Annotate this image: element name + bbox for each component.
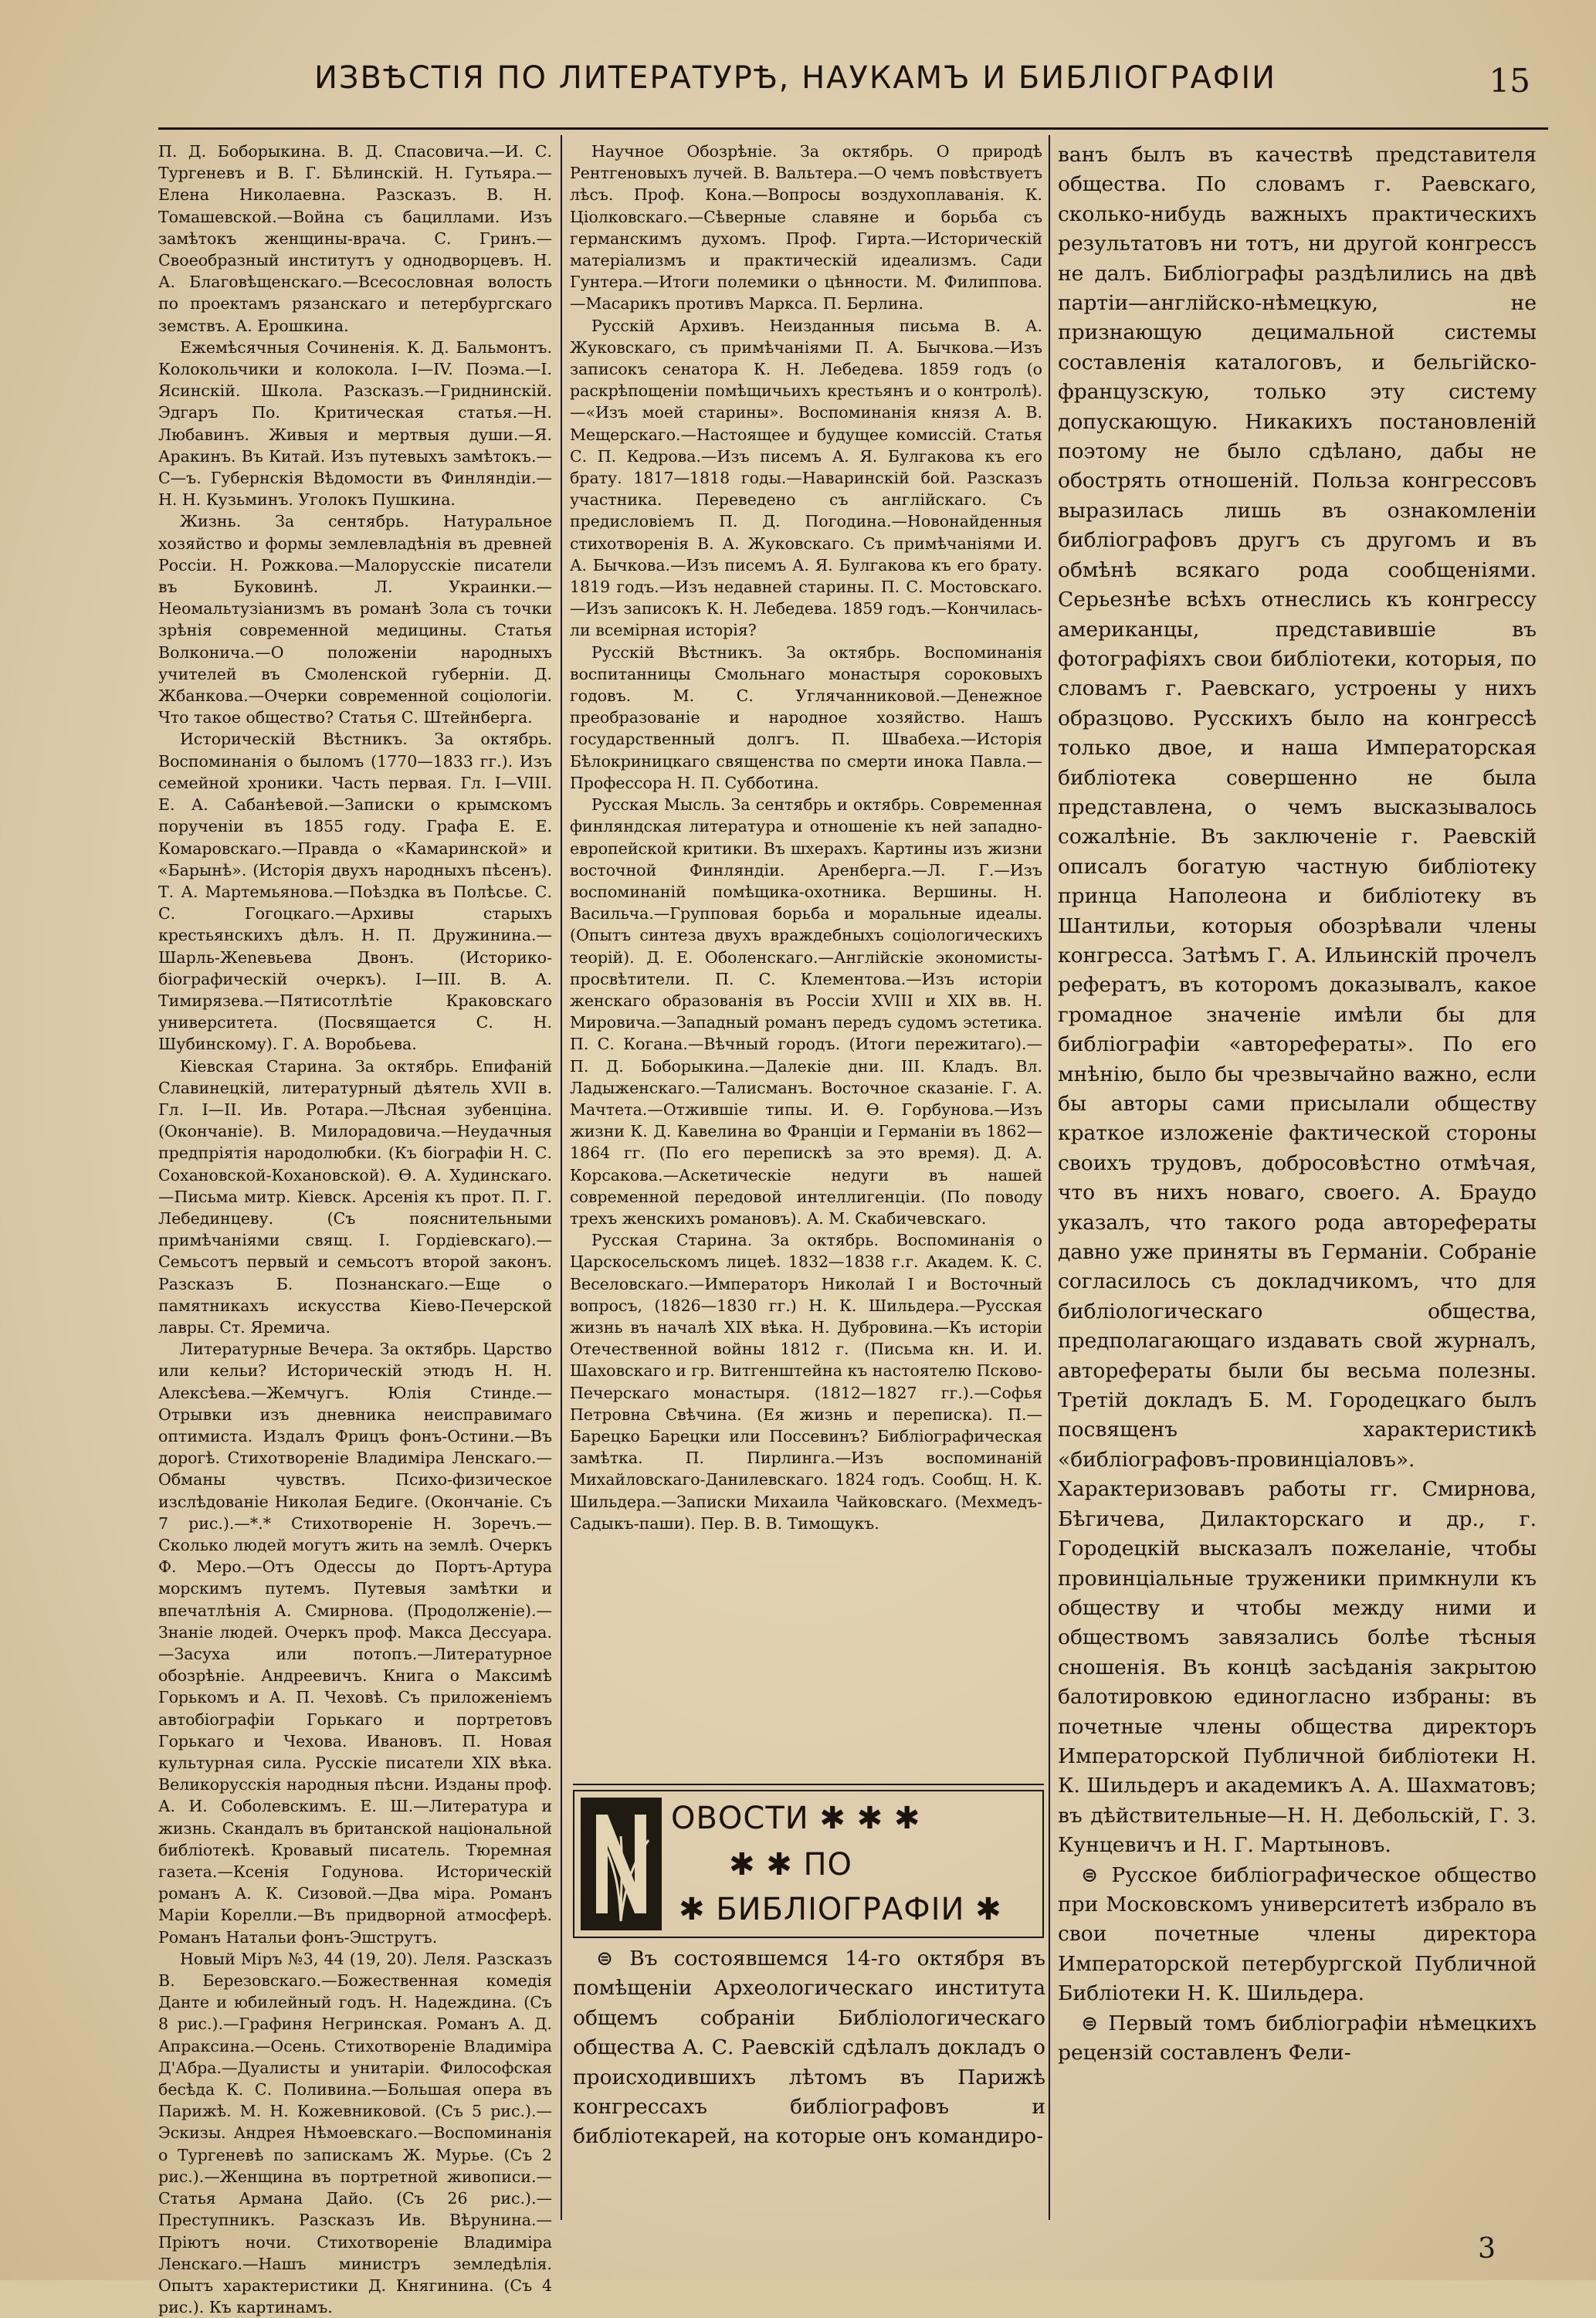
paragraph: Русскій Архивъ. Неизданныя письма В. А. Жуковскаго, съ примѣчаніями П. А. Бычкова.—Изъ записокъ сенатора К. Н. Лебедева. 1859 годъ (о раскрѣпощеніи помѣщичьихъ крестьянъ и о контролѣ).—«Изъ моей старины». Воспоминанія князя А. В. Мещерскаго.—Настоящее и будущее комиссій. Статья С. П. Кедрова.—Изъ писемъ А. Я. Булгакова къ его брату. 1817—1818 годы.—Наваринскій бой. Разсказъ участника. Переведено съ англійскаго. Съ предисловіемъ П. Д. Погодина.—Новонайденныя стихотворенія В. А. Жуковскаго. Съ примѣчаніями И. А. Бычкова.—Изъ писемъ А. Я. Булгакова къ его брату. 1819 годъ.—Изъ недавней старины. П. С. Мостовскаго.—Изъ записокъ К. Н. Лебедева. 1859 годъ.—Кончилась-ли всемірная исторія?	[570, 316, 1042, 640]
paragraph: Литературные Вечера. За октябрь. Царство или кельи? Историческій этюдъ Н. Н. Алексѣева.—Жемчугъ. Юлія Стинде.—Отрывки изъ дневника неисправимаго оптимиста. Издалъ Фрицъ фонъ-Остини.—Въ дорогѣ. Стихотвореніе Владиміра Ленскаго.—Обманы чувствъ. Психо-физическое изслѣдованіе Николая Бедиге. (Окончаніе. Съ 7 рис.).—*.* Стихотвореніе Н. Зоречъ.—Сколько людей могутъ жить на землѣ. Очеркъ Ф. Меро.—Отъ Одессы до Портъ-Артура морскимъ путемъ. Путевыя замѣтки и впечатлѣнія А. Смирнова. (Продолженіе).—Знаніе людей. Очеркъ проф. Макса Дессуара.—Засуха или потопъ.—Литературное обозрѣніе. Андреевичъ. Книга о Максимѣ Горькомъ и А. П. Чеховѣ. Съ приложеніемъ автобіографіи Горькаго и портретовъ Горькаго и Чехова. Ивановъ. П. Новая культурная сила. Русскіе писатели XIX вѣка. Великорусскія народныя пѣсни. Изданы проф. А. И. Соболевскимъ. Е. Ш.—Литература и жизнь. Скандалъ въ британской національной библіотекѣ. Кровавый писатель. Тюремная газета.—Ксенія Годунова. Историческій романъ А. К. Сизовой.—Два міра. Романъ Маріи Корелли.—Въ придворной атмосферѣ. Романъ Натальи фонъ-Эшструтъ.	[158, 1340, 552, 1947]
banner-title-line3: ✱ БИБЛІОГРАФІИ ✱	[679, 1892, 1002, 1927]
paragraph: Жизнь. За сентябрь. Натуральное хозяйство и формы землевладѣнія въ древней Россіи. Н. Рожкова.—Малорусскіе писатели въ Буковинѣ. Л. Украинки.—Неомальтузіанизмъ въ романѣ Зола съ точки зрѣнія современной медицины. Статья Волконича.—О положеніи народныхъ учителей въ Смоленской губерніи. Д. Жбанкова.—Очерки современной соціологіи. Что такое общество? Статья С. Штейнберга.	[158, 512, 552, 727]
running-header: ИЗВѢСТІЯ ПО ЛИТЕРАТУРѢ, НАУКАМЪ И БИБЛІОГРАФІИ	[313, 60, 1277, 96]
section-rule	[573, 1784, 1044, 1785]
paragraph: Русская Мысль. За сентябрь и октябрь. Современная финляндская литература и отношеніе къ ней западно-европейской критики. Въ шхерахъ. Картины изъ жизни восточной Финляндіи. Аренберга.—Л. Г.—Изъ воспоминаній помѣщика-охотника. Вершины. Н. Васильча.—Групповая борьба и моральные идеалы. (Опытъ синтеза двухъ враждебныхъ соціологическихъ теорій). Д. Е. Оболенскаго.—Англійскіе экономисты-просвѣтители. П. С. Клементова.—Изъ исторіи женскаго образованія въ Россіи XVIII и XIX вв. Н. Мировича.—Западный романъ передъ судомъ эстетика. П. С. Когана.—Вѣчный городъ. (Итоги пережитаго).—П. Д. Боборыкина.—Далекіе дни. III. Кладъ. Вл. Ладыженскаго.—Талисманъ. Восточное сказаніе. Г. А. Мачтета.—Отжившіе типы. И. Ѳ. Горбунова.—Изъ жизни К. Д. Кавелина во Франціи и Германіи въ 1862—1864 гг. (По его перепискѣ за это время). Д. А. Корсакова.—Аскетическіе недуги въ нашей современной передовой интеллигенціи. (По поводу трехъ женскихъ романовъ). А. М. Скабичевскаго.	[570, 795, 1042, 1228]
decorative-n-initial-icon	[581, 1798, 662, 1930]
paragraph: Русская Старина. За октябрь. Воспоминанія о Царскосельскомъ лицеѣ. 1832—1838 г.г. Академ. К. С. Веселовскаго.—Императоръ Николай I и Восточный вопросъ, (1826—1830 гг.) Н. К. Шильдера.—Русская жизнь въ началѣ XIX вѣка. Н. Дубровина.—Къ исторіи Отечественной войны 1812 г. (Письма кн. И. И. Шаховскаго и гр. Витгенштейна къ настоятелю Псково-Печерскаго монастыря. (1812—1827 гг.).—Софья Петровна Свѣчина. (Ея жизнь и переписка). П.—Барецко Барецки или Поссевинъ? Библіографическая замѣтка. П. Пирлинга.—Изъ воспоминаній Михайловскаго-Данилевскаго. 1824 годъ. Сообщ. Н. К. Шильдера.—Записки Михаила Чайковскаго. (Мехмедъ-Садыкъ-паши). Пер. В. В. Тимощукъ.	[570, 1231, 1042, 1533]
paragraph: Научное Обозрѣніе. За октябрь. О природѣ Рентгеновыхъ лучей. В. Вальтера.—О чемъ повѣствуетъ лѣсъ. Проф. Кона.—Вопросы воздухоплаванія. К. Ціолковскаго.—Сѣверные славяне и борьба съ германскимъ духомъ. Проф. Гирта.—Историческій матеріализмъ и практическій идеализмъ. Сади Гунтера.—Итоги полемики о цѣнности. М. Филиппова.—Масарикъ противъ Маркса. П. Берлина.	[570, 142, 1042, 313]
banner-title-line2: ✱ ✱ ПО	[729, 1847, 853, 1883]
paragraph: ⊜ Въ состоявшемся 14-го октября въ помѣщеніи Археологическаго института общемъ собраніи Библіологическаго общества А. С. Раевскій сдѣлалъ докладъ о происходившихъ лѣтомъ въ Парижѣ конгрессахъ библіографовъ и библіотекарей, на которые онъ командиро-	[573, 1947, 1045, 2149]
page-number: 15	[1489, 62, 1530, 100]
paragraph: Ежемѣсячныя Сочиненія. К. Д. Бальмонтъ. Колокольчики и колокола. I—IV. Поэма.—I. Ясинскій. Школа. Разсказъ.—Гриднинскій. Эдгаръ По. Критическая статья.—Н. Любавинъ. Живыя и мертвыя души.—Я. Аракинъ. Въ Китай. Изъ путевыхъ замѣтокъ.—С—ъ. Губернскія Вѣдомости въ Финляндіи.—Н. Н. Кузьминъ. Уголокъ Пушкина.	[158, 337, 552, 510]
paragraph: Кіевская Старина. За октябрь. Епифаній Славинецкій, литературный дѣятель XVII в. Гл. I—II. Ив. Ротара.—Лѣсная зубенціна. (Окончаніе). В. Милорадовича.—Неудачныя предпріятія народолюбки. (Къ біографіи Н. С. Сохановской-Кохановской). Ѳ. А. Худинскаго.—Письма митр. Кіевск. Арсенія къ прот. П. Г. Лебединцеву. (Съ пояснительными примѣчаніями свящ. І. Гордіевскаго).—Семьсотъ первый и семьсотъ второй законъ. Разсказъ Б. Познанскаго.—Еще о памятникахъ искусства Кіево-Печерской лавры. Ст. Яремича.	[158, 1056, 552, 1337]
banner-title-line1: ОВОСТИ ✱ ✱ ✱	[671, 1801, 921, 1836]
column-2	[570, 141, 1042, 1534]
paragraph: ⊜ Первый томъ библіографіи нѣмецкихъ рецензій составленъ Фели-	[1058, 2011, 1537, 2065]
column-divider-1	[561, 135, 562, 2220]
news-banner	[573, 1790, 1044, 1938]
paragraph: Русскій Вѣстникъ. За октябрь. Воспоминанія воспитанницы Смольнаго монастыря сороковыхъ годовъ. М. С. Углячанниковой.—Денежное преобразованіе и народное хозяйство. Нашъ государственный долгъ. П. Швабеха.—Исторія Бѣлокриницкаго священства по смерти инока Павла.—Профессора Н. П. Субботина.	[570, 642, 1042, 792]
column-divider-2	[1049, 135, 1050, 2220]
header-rule	[158, 127, 1548, 130]
paragraph: Историческій Вѣстникъ. За октябрь. Воспоминанія о быломъ (1770—1833 гг.). Изъ семейной хроники. Часть первая. Гл. I—VIII. Е. А. Сабанѣевой.—Записки о крымскомъ порученіи въ 1855 году. Графа Е. Е. Комаровскаго.—Правда о «Камаринской» и «Барынѣ». (Исторія двухъ народныхъ пѣсенъ). Т. А. Мартемьянова.—Поѣздка въ Полѣсье. С. С. Гогоцкаго.—Архивы старыхъ крестьянскихъ дѣлъ. Н. П. Дружинина.—Шарль-Жеnевьева Двонъ. (Историко-біографическій очеркъ). I—III. В. А. Тимирязева.—Пятисотлѣтіе Краковскаго университета. (Посвящается С. Н. Шубинскому). Г. А. Воробьева.	[158, 730, 552, 1054]
news-body	[573, 1944, 1045, 2152]
paragraph: Новый Міръ №3, 44 (19, 20). Леля. Разсказъ В. Березовскаго.—Божественная комедія Данте и юбилейный годъ. Н. Надеждина. (Съ 8 рис.).—Графиня Негринская. Романъ А. Д. Апраксина.—Осень. Стихотвореніе Владиміра Д'Абра.—Дуалисты и унитаріи. Философская бесѣда К. С. Поливина.—Большая опера въ Парижѣ. М. Н. Кожевниковой. (Съ 5 рис.).—Эскизы. Андрея Нѣмоевскаго.—Воспоминанія о Тургеневѣ по запискамъ Ж. Мурье. (Съ 2 рис.).—Женщина въ портретной живописи.—Статья Армана Дайо. (Съ 26 рис.).—Преступникъ. Разсказъ Ив. Вѣрунина.—Пріютъ ночи. Стихотвореніе Владиміра Ленскаго.—Нашъ министръ земледѣлія. Опытъ характеристики Д. Княгинина. (Съ 4 рис.). Къ картинамъ.	[158, 1949, 552, 2317]
paragraph: П. Д. Боборыкина. В. Д. Спасовича.—И. С. Тургеневъ и В. Г. Бѣлинскій. Н. Гутьяра.—Елена Николаевна. Разсказъ. В. Н. Томашевской.—Война съ бациллами. Изъ замѣтокъ женщины-врача. С. Гринъ.—Своеобразный институтъ у однодворцевъ. Н. А. Благовѣщенскаго.—Всесословная волость по проектамъ рязанскаго и петербургскаго земствъ. А. Ерошкина.	[158, 142, 552, 335]
paragraph: ванъ былъ въ качествѣ представителя общества. По словамъ г. Раевскаго, сколько-нибудь важныхъ практическихъ результатовъ ни тотъ, ни другой конгрессъ не далъ. Библіографы раздѣлились на двѣ партіи—англійско-нѣмецкую, не признающую децимальной системы составленія каталоговъ, и бельгійско-французскую, только эту систему допускающую. Никакихъ постановленій поэтому не было сдѣлано, дабы не обострять отношеній. Польза конгрессовъ выразилась лишь въ ознакомленіи библіографовъ другъ съ другомъ и въ обмѣнѣ всякаго рода сообщеніями. Серьезнѣе всѣхъ отнеслись къ конгрессу американцы, представившіе въ фотографіяхъ свои библіотеки, которыя, по словамъ г. Раевскаго, устроены у нихъ образцово. Русскихъ было на конгрессѣ только двое, и наша Императорская библіотека совершенно не была представлена, о чемъ высказывалось сожалѣніе. Въ заключеніе г. Раевскій описалъ богатую частную библіотеку принца Наполеона и библіотеку въ Шантильи, которыя обозрѣвали члены конгресса. Затѣмъ Г. А. Ильинскій прочелъ рефератъ, въ которомъ доказывалъ, какое громадное значеніе имѣли бы для библіографіи «автоpефераты». По его мнѣнію, было бы чрезвычайно важно, если бы авторы сами присылали обществу краткое изложеніе фактической стороны своихъ трудовъ, добросовѣстно отмѣчая, что въ нихъ новаго, своего. А. Браудо указалъ, что такого рода автоpефераты давно уже приняты въ Германіи. Собраніе согласилось съ докладчикомъ, что для библіологическаго общества, предполагающаго издавать свой журналъ, автоpефераты были бы весьма полезны. Третій докладъ Б. М. Городецкаго былъ посвященъ характеристикѣ «библіографовъ-провинціаловъ». Характеризовавъ работы гг. Смирнова, Бѣгичева, Дилакторскаго и др., г. Городецкій высказалъ пожеланіе, чтобы провинціальные труженики примкнули къ обществу и чтобы между ними и обществомъ завязались болѣе тѣсныя сношенія. Въ концѣ засѣданія закрытою балотировкою единогласно избраны: въ почетные члены общества директоръ Императорской Публичной библіотеки Н. К. Шильдеръ и академикъ А. А. Шахматовъ; въ дѣйствительные—Н. Н. Дебольскій, Г. З. Кунцевичъ и Н. Г. Мартыновъ.	[1058, 143, 1537, 1858]
column-1	[158, 141, 552, 2318]
signature-mark: 3	[1478, 2233, 1496, 2265]
paragraph: ⊜ Русское библіографическое общество при Московскомъ университетѣ избрало въ свои почетные члены директора Императорской петербургской Публичной Библіотеки Н. К. Шильдера.	[1058, 1862, 1537, 2006]
column-3	[1058, 141, 1537, 2068]
